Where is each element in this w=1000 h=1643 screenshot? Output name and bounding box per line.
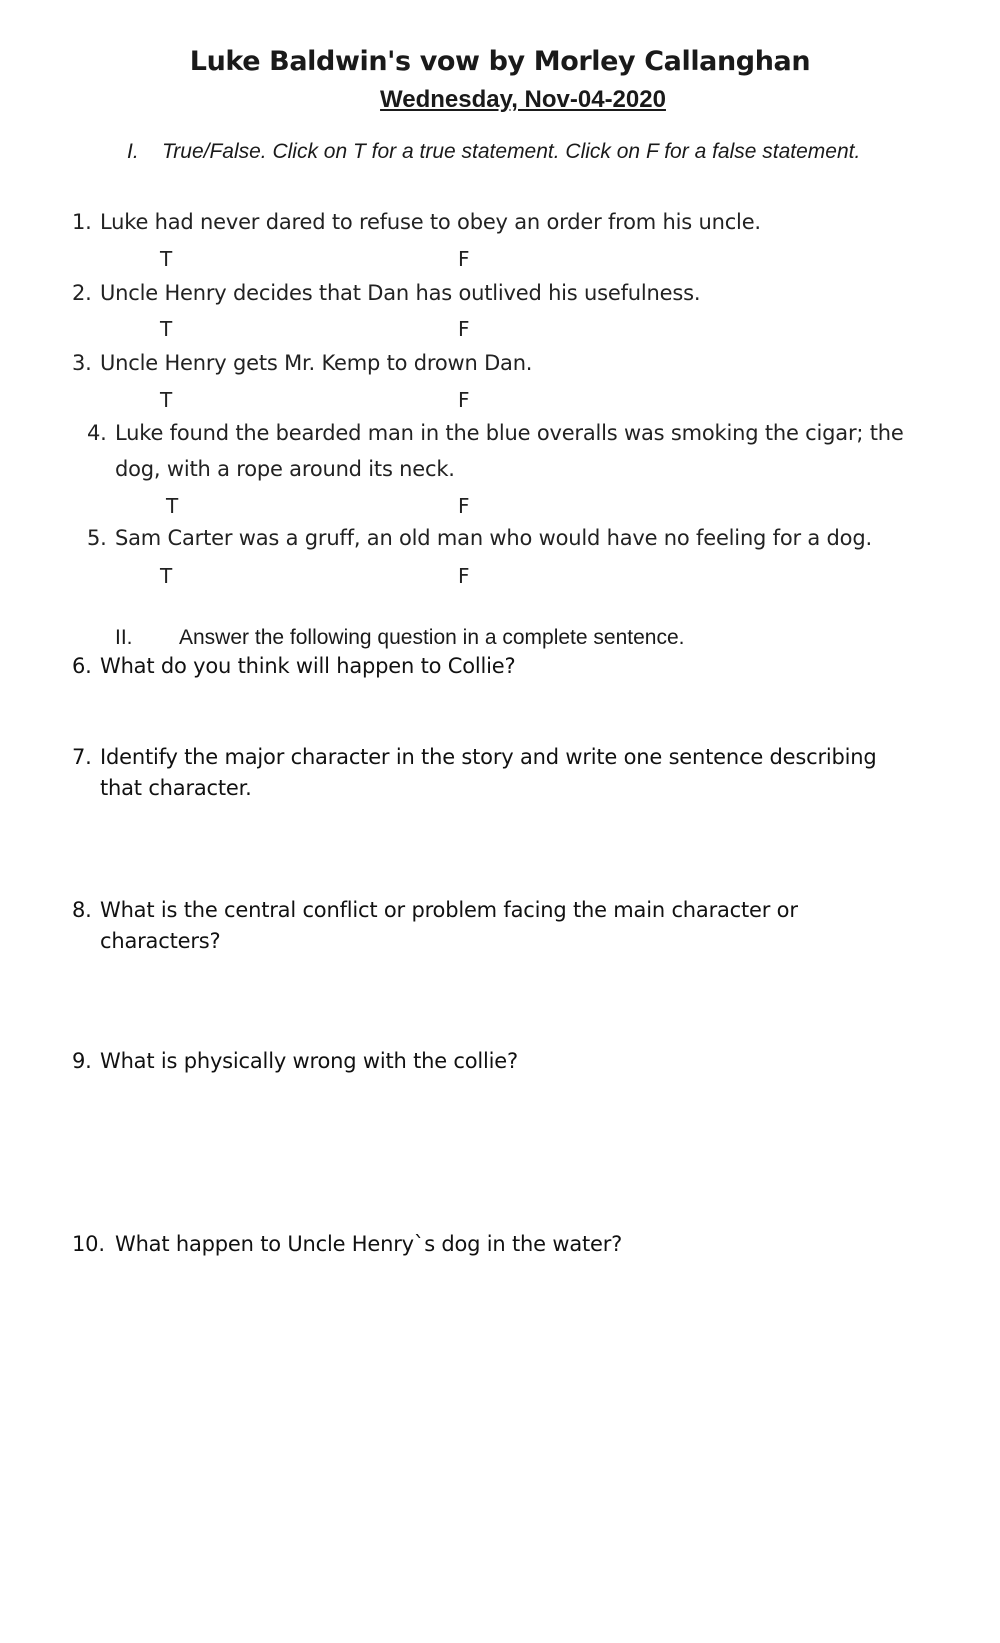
question-3 xyxy=(72,351,533,375)
question-text: Luke had never dared to refuse to obey an order from his uncle. xyxy=(100,210,761,234)
worksheet-date: Wednesday, Nov-04-2020 xyxy=(380,86,666,113)
question-number: 8. xyxy=(72,898,92,922)
q1-true-option[interactable]: T xyxy=(160,247,173,271)
question-number: 6. xyxy=(72,654,92,678)
question-4-continuation: dog, with a rope around its neck. xyxy=(115,457,455,481)
question-number: 5. xyxy=(87,526,107,550)
question-text: Uncle Henry gets Mr. Kemp to drown Dan. xyxy=(100,351,533,375)
question-8-continuation: characters? xyxy=(100,929,221,953)
question-7-continuation: that character. xyxy=(100,776,252,800)
q3-true-option[interactable]: T xyxy=(160,388,173,412)
section2-numeral: II. xyxy=(115,626,133,649)
question-1 xyxy=(72,210,761,234)
worksheet-title: Luke Baldwin's vow by Morley Callanghan xyxy=(189,46,811,77)
question-4 xyxy=(87,421,904,445)
question-number: 3. xyxy=(72,351,92,375)
question-8 xyxy=(72,898,798,922)
question-text: Sam Carter was a gruff, an old man who would have no feeling for a dog. xyxy=(115,526,872,550)
question-2 xyxy=(72,281,701,305)
question-number: 10. xyxy=(72,1232,105,1256)
question-text: What happen to Uncle Henry`s dog in the water? xyxy=(115,1232,623,1256)
question-number: 1. xyxy=(72,210,92,234)
question-text: What do you think will happen to Collie? xyxy=(100,654,516,678)
question-6 xyxy=(72,654,516,678)
q2-false-option[interactable]: F xyxy=(458,317,470,341)
section2-instruction: Answer the following question in a complete sentence. xyxy=(179,626,685,649)
question-5 xyxy=(87,526,872,550)
question-text: Luke found the bearded man in the blue overalls was smoking the cigar; the xyxy=(115,421,904,445)
q1-false-option[interactable]: F xyxy=(458,247,470,271)
q5-true-option[interactable]: T xyxy=(160,564,173,588)
question-text: What is physically wrong with the collie? xyxy=(100,1049,518,1073)
question-number: 2. xyxy=(72,281,92,305)
question-7 xyxy=(72,745,877,769)
question-10 xyxy=(72,1232,623,1256)
section1-instruction: True/False. Click on T for a true statement. Click on F for a false statement. xyxy=(162,140,861,163)
question-number: 7. xyxy=(72,745,92,769)
section1-numeral: I. xyxy=(127,140,139,163)
q2-true-option[interactable]: T xyxy=(160,317,173,341)
q4-false-option[interactable]: F xyxy=(458,494,470,518)
question-text: Uncle Henry decides that Dan has outlived his usefulness. xyxy=(100,281,701,305)
q3-false-option[interactable]: F xyxy=(458,388,470,412)
question-text: What is the central conflict or problem facing the main character or xyxy=(100,898,798,922)
question-number: 4. xyxy=(87,421,107,445)
question-9 xyxy=(72,1049,518,1073)
question-text: Identify the major character in the story and write one sentence describing xyxy=(100,745,877,769)
question-number: 9. xyxy=(72,1049,92,1073)
q4-true-option[interactable]: T xyxy=(166,494,179,518)
q5-false-option[interactable]: F xyxy=(458,564,470,588)
